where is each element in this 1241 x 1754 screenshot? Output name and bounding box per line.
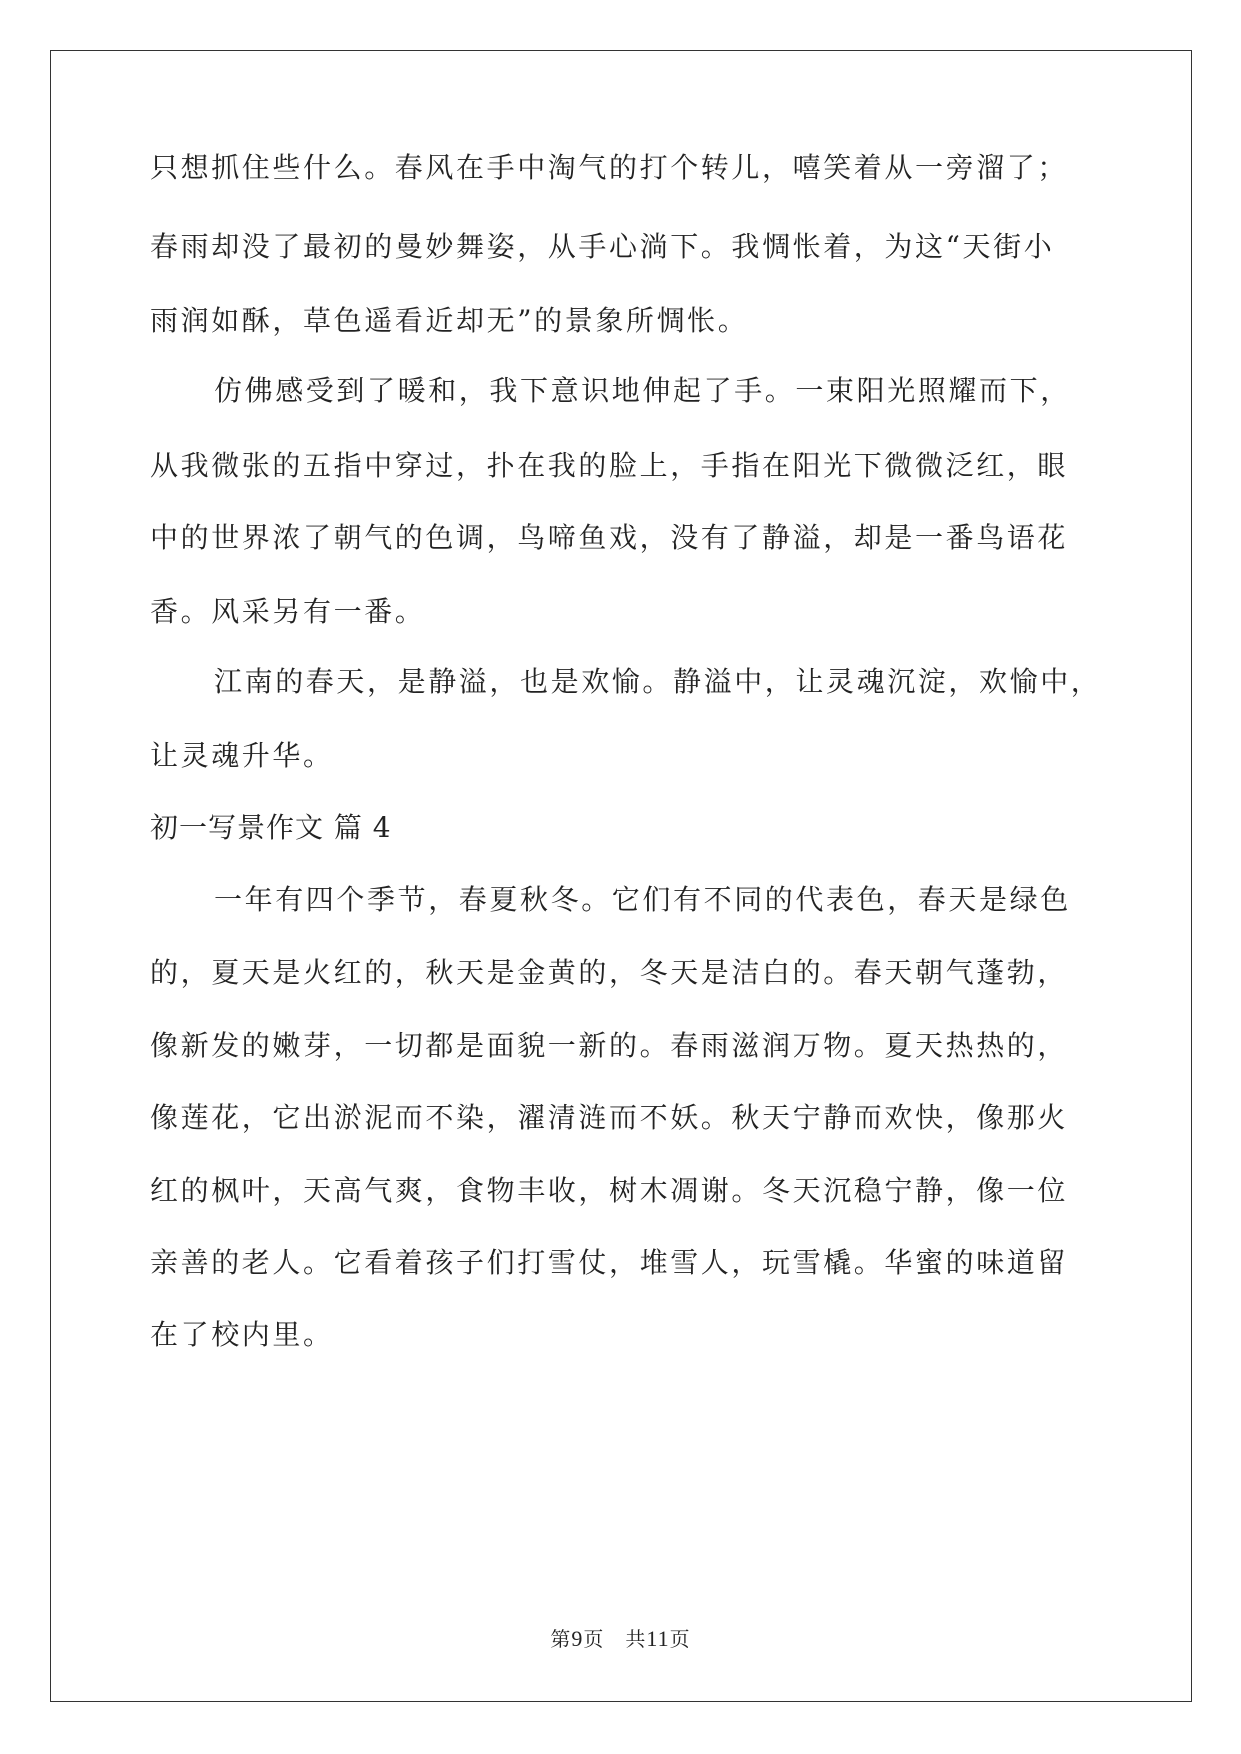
body-line: 只想抓住些什么。春风在手中淘气的打个转儿，嘻笑着从一旁溜了； (150, 151, 1069, 184)
body-line: 的，夏天是火红的，秋天是金黄的，冬天是洁白的。春天朝气蓬勃， (150, 956, 1069, 989)
body-line: 像新发的嫩芽，一切都是面貌一新的。春雨滋润万物。夏天热热的， (150, 1029, 1069, 1062)
page-border (50, 50, 1192, 1702)
footer-mid: 页 共 (583, 1627, 647, 1651)
body-line: 亲善的老人。它看着孩子们打雪仗，堆雪人，玩雪橇。华蜜的味道留 (150, 1246, 1069, 1279)
body-line: 红的枫叶，天高气爽，食物丰收，树木凋谢。冬天沉稳宁静，像一位 (150, 1174, 1069, 1207)
body-line: 让灵魂升华。 (150, 739, 334, 772)
section-heading: 初一写景作文 篇 4 (150, 811, 392, 844)
body-line: 仿佛感受到了暖和，我下意识地伸起了手。一束阳光照耀而下， (214, 374, 1071, 407)
page-footer (0, 1625, 1241, 1653)
body-line: 一年有四个季节，春夏秋冬。它们有不同的代表色，春天是绿色 (214, 883, 1071, 916)
body-line: 雨润如酥，草色遥看近却无”的景象所惆怅。 (150, 304, 749, 337)
body-line: 江南的春天，是静溢，也是欢愉。静溢中，让灵魂沉淀，欢愉中， (214, 665, 1102, 698)
footer-suffix: 页 (669, 1627, 691, 1651)
body-line: 从我微张的五指中穿过，扑在我的脸上，手指在阳光下微微泛红，眼 (150, 449, 1069, 482)
body-line: 中的世界浓了朝气的色调，鸟啼鱼戏，没有了静溢，却是一番鸟语花 (150, 521, 1069, 554)
body-line: 在了校内里。 (150, 1318, 334, 1351)
total-pages-number: 11 (646, 1626, 670, 1651)
body-line: 像莲花，它出淤泥而不染，濯清涟而不妖。秋天宁静而欢快，像那火 (150, 1101, 1069, 1134)
body-line: 春雨却没了最初的曼妙舞姿，从手心淌下。我惆怅着，为这“天街小 (150, 230, 1055, 263)
current-page-number: 9 (571, 1626, 584, 1651)
body-line: 香。风采另有一番。 (150, 595, 426, 628)
footer-prefix: 第 (550, 1627, 572, 1651)
